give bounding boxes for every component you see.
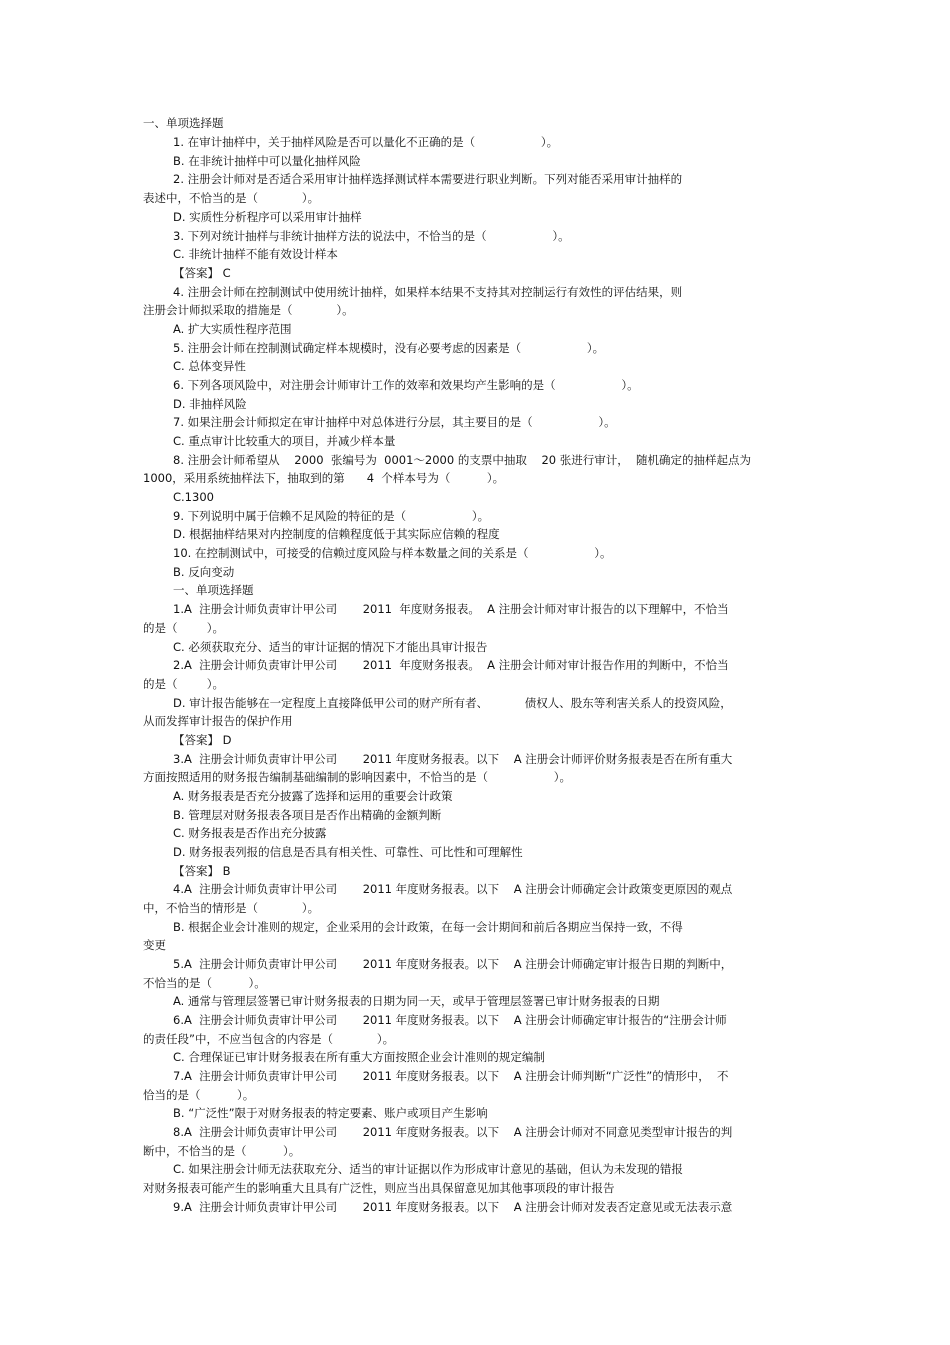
option-line: B. “广泛性”限于对财务报表的特定要素、账户或项目产生影响 <box>173 1106 488 1120</box>
section-heading: 一、单项选择题 <box>143 116 224 130</box>
option-line: B. 管理层对财务报表各项目是否作出精确的金额判断 <box>173 808 442 822</box>
question-continuation: 不恰当的是（ ）。 <box>143 976 266 990</box>
question-continuation: 断中，不恰当的是（ ）。 <box>143 1144 301 1158</box>
question-line: 6. 下列各项风险中，对注册会计师审计工作的效率和效果均产生影响的是（ ）。 <box>173 378 639 392</box>
answer-line: 【答案】 D <box>173 733 232 747</box>
question-line: 4. 注册会计师在控制测试中使用统计抽样，如果样本结果不支持其对控制运行有效性的评估结果，则 <box>173 285 683 299</box>
option-line: B. 反向变动 <box>173 565 235 579</box>
question-line: 3.A 注册会计师负责审计甲公司 2011 年度财务报表。以下 A 注册会计师评价财务报表是否在所有重大 <box>173 752 733 766</box>
option-line: B. 在非统计抽样中可以量化抽样风险 <box>173 154 361 168</box>
question-line: 3. 下列对统计抽样与非统计抽样方法的说法中，不恰当的是（ ）。 <box>173 229 570 243</box>
option-continuation: 从而发挥审计报告的保护作用 <box>143 714 293 728</box>
option-line: C. 必须获取充分、适当的审计证据的情况下才能出具审计报告 <box>173 640 488 654</box>
option-line: C. 如果注册会计师无法获取充分、适当的审计证据以作为形成审计意见的基础，但认为未发现的错报 <box>173 1162 683 1176</box>
option-line: A. 通常与管理层签署已审计财务报表的日期为同一天，或早于管理层签署已审计财务报表的日期 <box>173 994 660 1008</box>
question-line: 5. 注册会计师在控制测试确定样本规模时，没有必要考虑的因素是（ ）。 <box>173 341 605 355</box>
question-line: 1. 在审计抽样中，关于抽样风险是否可以量化不正确的是（ ）。 <box>173 135 559 149</box>
option-line: B. 根据企业会计准则的规定，企业采用的会计政策，在每一会计期间和前后各期应当保持一致，不得 <box>173 920 683 934</box>
option-continuation: 对财务报表可能产生的影响重大且具有广泛性，则应当出具保留意见加其他事项段的审计报告 <box>143 1181 615 1195</box>
question-line: 10. 在控制测试中，可接受的信赖过度风险与样本数量之间的关系是（ ）。 <box>173 546 612 560</box>
question-line: 9. 下列说明中属于信赖不足风险的特征的是（ ）。 <box>173 509 490 523</box>
option-line: A. 财务报表是否充分披露了选择和运用的重要会计政策 <box>173 789 453 803</box>
option-line: D. 财务报表列报的信息是否具有相关性、可靠性、可比性和可理解性 <box>173 845 523 859</box>
question-line: 8.A 注册会计师负责审计甲公司 2011 年度财务报表。以下 A 注册会计师对不同意见类型审计报告的判 <box>173 1125 733 1139</box>
question-line: 2.A 注册会计师负责审计甲公司 2011 年度财务报表。 A 注册会计师对审计报告作用的判断中，不恰当 <box>173 658 729 672</box>
question-continuation: 中，不恰当的情形是（ ）。 <box>143 901 320 915</box>
option-line: C. 总体变异性 <box>173 359 246 373</box>
question-line: 1.A 注册会计师负责审计甲公司 2011 年度财务报表。 A 注册会计师对审计报告的以下理解中，不恰当 <box>173 602 729 616</box>
option-line: D. 实质性分析程序可以采用审计抽样 <box>173 210 362 224</box>
question-continuation: 表述中，不恰当的是（ ）。 <box>143 191 320 205</box>
option-line: C. 合理保证已审计财务报表在所有重大方面按照企业会计准则的规定编制 <box>173 1050 545 1064</box>
option-continuation: 变更 <box>143 938 166 952</box>
option-line: C. 财务报表是否作出充分披露 <box>173 826 327 840</box>
section-heading: 一、单项选择题 <box>173 583 254 597</box>
answer-line: 【答案】 C <box>173 266 231 280</box>
option-line: C. 重点审计比较重大的项目，并减少样本量 <box>173 434 396 448</box>
question-line: 6.A 注册会计师负责审计甲公司 2011 年度财务报表。以下 A 注册会计师确定审计报告的“注册会计师 <box>173 1013 727 1027</box>
option-line: C. 非统计抽样不能有效设计样本 <box>173 247 338 261</box>
option-line: A. 扩大实质性程序范围 <box>173 322 292 336</box>
question-continuation: 的是（ ）。 <box>143 621 224 635</box>
option-line: D. 审计报告能够在一定程度上直接降低甲公司的财产所有者、 债权人、股东等利害关系人的投资风险， <box>173 696 732 710</box>
question-continuation: 的是（ ）。 <box>143 677 224 691</box>
question-continuation: 方面按照适用的财务报告编制基础编制的影响因素中，不恰当的是（ ）。 <box>143 770 572 784</box>
question-line: 2. 注册会计师对是否适合采用审计抽样选择测试样本需要进行职业判断。下列对能否采用审计抽样的 <box>173 172 683 186</box>
question-continuation: 1000，采用系统抽样法下，抽取到的第 4 个样本号为（ ）。 <box>143 471 505 485</box>
question-line: 5.A 注册会计师负责审计甲公司 2011 年度财务报表。以下 A 注册会计师确定审计报告日期的判断中， <box>173 957 733 971</box>
question-continuation: 的责任段”中，不应当包含的内容是（ ）。 <box>143 1032 395 1046</box>
option-line: D. 非抽样风险 <box>173 397 247 411</box>
question-continuation: 恰当的是（ ）。 <box>143 1088 255 1102</box>
question-line: 4.A 注册会计师负责审计甲公司 2011 年度财务报表。以下 A 注册会计师确定会计政策变更原因的观点 <box>173 882 733 896</box>
question-line: 7.A 注册会计师负责审计甲公司 2011 年度财务报表。以下 A 注册会计师判断“广泛性”的情形中， 不 <box>173 1069 729 1083</box>
option-line: C.1300 <box>173 490 214 504</box>
option-line: D. 根据抽样结果对内控制度的信赖程度低于其实际应信赖的程度 <box>173 527 500 541</box>
question-line: 7. 如果注册会计师拟定在审计抽样中对总体进行分层，其主要目的是（ ）。 <box>173 415 616 429</box>
question-line: 8. 注册会计师希望从 2000 张编号为 0001～2000 的支票中抽取 20 张进行审计， 随机确定的抽样起点为 <box>173 453 752 467</box>
answer-line: 【答案】 B <box>173 864 231 878</box>
question-line: 9.A 注册会计师负责审计甲公司 2011 年度财务报表。以下 A 注册会计师对发表否定意见或无法表示意 <box>173 1200 733 1214</box>
question-continuation: 注册会计师拟采取的措施是（ ）。 <box>143 303 354 317</box>
